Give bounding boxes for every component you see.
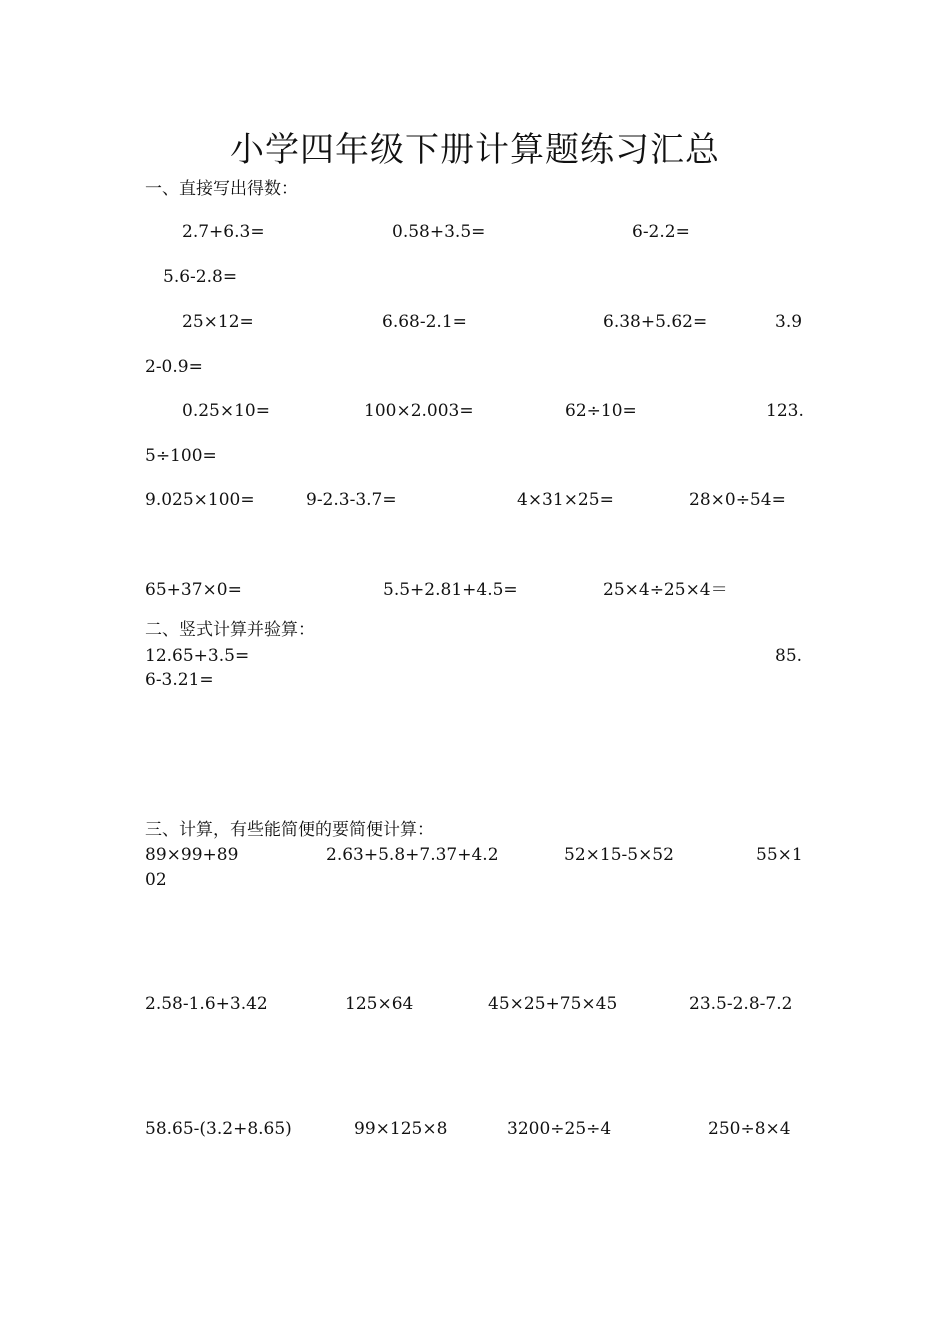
problem: 23.5-2.8-7.2 — [689, 994, 793, 1014]
problem: 4×31×25= — [517, 490, 614, 510]
page-title: 小学四年级下册计算题练习汇总 — [230, 130, 720, 170]
problem: 45×25+75×45 — [488, 994, 618, 1014]
problem: 02 — [145, 870, 167, 890]
problem: 9-2.3-3.7= — [306, 490, 397, 510]
problem: 99×125×8 — [354, 1119, 448, 1139]
problem: 65+37×0= — [145, 580, 242, 600]
problem: 250÷8×4 — [708, 1119, 791, 1139]
problem: 6-2.2= — [632, 222, 690, 242]
problem: 3.9 — [775, 312, 803, 332]
problem: 89×99+89 — [145, 845, 239, 865]
problem: 0.58+3.5= — [392, 222, 486, 242]
problem: 28×0÷54= — [689, 490, 786, 510]
problem: 6.38+5.62= — [603, 312, 708, 332]
problem: 85. — [775, 646, 803, 666]
section2-heading: 二、竖式计算并验算： — [145, 620, 315, 640]
problem: 5÷100= — [145, 446, 217, 466]
problem: 25×4÷25×4＝ — [603, 580, 728, 600]
problem: 2-0.9= — [145, 357, 203, 377]
problem: 9.025×100= — [145, 490, 255, 510]
section3-heading: 三、计算，有些能简便的要简便计算： — [145, 820, 434, 840]
problem: 125×64 — [345, 994, 414, 1014]
problem: 62÷10= — [565, 401, 637, 421]
problem: 5.5+2.81+4.5= — [383, 580, 518, 600]
section1-heading: 一、直接写出得数： — [145, 179, 298, 199]
problem: 2.58-1.6+3.42 — [145, 994, 268, 1014]
problem: 2.7+6.3= — [182, 222, 265, 242]
problem: 58.65-(3.2+8.65) — [145, 1119, 292, 1139]
problem: 100×2.003= — [364, 401, 474, 421]
problem: 5.6-2.8= — [163, 267, 238, 287]
problem: 6-3.21= — [145, 670, 214, 690]
problem: 12.65+3.5= — [145, 646, 250, 666]
problem: 3200÷25÷4 — [507, 1119, 612, 1139]
problem: 55×1 — [756, 845, 803, 865]
problem: 2.63+5.8+7.37+4.2 — [326, 845, 499, 865]
problem: 6.68-2.1= — [382, 312, 467, 332]
problem: 0.25×10= — [182, 401, 270, 421]
problem: 123. — [766, 401, 804, 421]
problem: 25×12= — [182, 312, 254, 332]
problem: 52×15-5×52 — [564, 845, 674, 865]
